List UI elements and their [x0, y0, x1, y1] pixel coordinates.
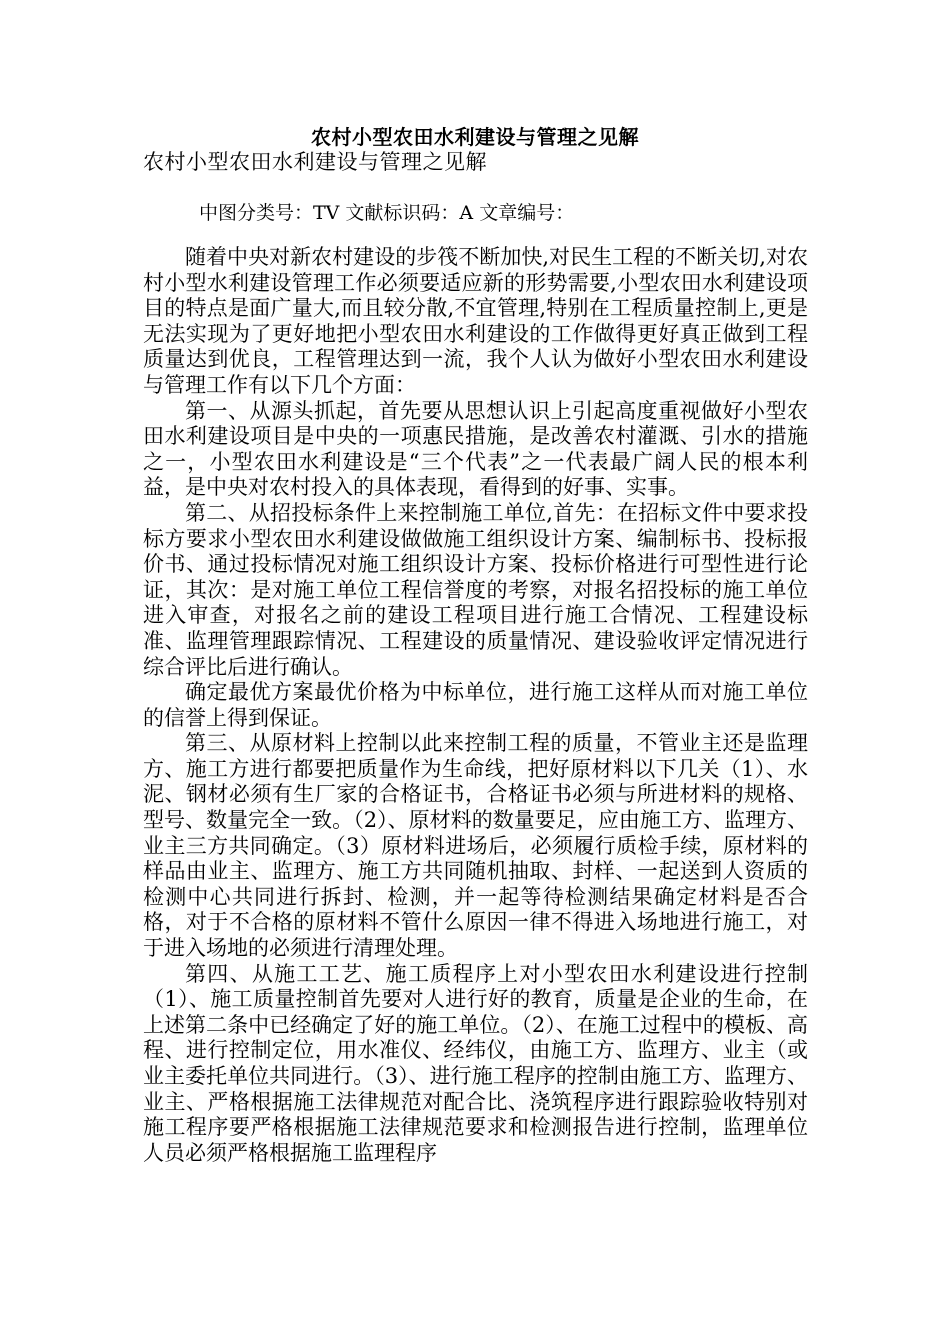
classification-line: 中图分类号：TV 文献标识码：A 文章编号： — [199, 202, 575, 224]
paragraph: 第三、从原材料上控制以此来控制工程的质量，不管业主还是监理方、施工方进行都要把质量作为生命线，把好原材料以下几关（1）、水泥、钢材必须有生厂家的合格证书，合格证书必须与所进材料的规格、型号、数量完全一致。（2）、原材料的数量要足，应由施工方、监理方、业主三方共同确定。（3）原材料进场后，必须履行质检手续，原材料的样品由业主、监理方、施工方共同随机抽取、封样、一起送到人资质的检测中心共同进行拆封、检测，并一起等待检测结果确定材料是否合格，对于不合格的原材料不管什么原因一律不得进入场地进行施工，对于进入场地的必须进行清理处理。 — [143, 731, 808, 961]
paragraph: 第二、从招投标条件上来控制施工单位,首先：在招标文件中要求投标方要求小型农田水利建设做做施工组织设计方案、编制标书、投标报价书、通过投标情况对施工组织设计方案、投标价格进行可型性进行论证，其次：是对施工单位工程信誉度的考察，对报名招投标的施工单位进入审查，对报名之前的建设工程项目进行施工合情况、工程建设标准、监理管理跟踪情况、工程建设的质量情况、建设验收评定情况进行综合评比后进行确认。 — [143, 500, 808, 679]
document-body — [143, 245, 808, 1166]
document-subtitle: 农村小型农田水利建设与管理之见解 — [143, 150, 487, 174]
paragraph: 确定最优方案最优价格为中标单位，进行施工这样从而对施工单位的信誉上得到保证。 — [143, 680, 808, 730]
paragraph: 第一、从源头抓起，首先要从思想认识上引起高度重视做好小型农田水利建设项目是中央的一项惠民措施，是改善农村灌溉、引水的措施之一，小型农田水利建设是“三个代表”之一代表最广阔人民的根本利益，是中央对农村投入的具体表现，看得到的好事、实事。 — [143, 398, 808, 500]
document-title: 农村小型农田水利建设与管理之见解 — [311, 125, 639, 149]
paragraph: 第四、从施工工艺、施工质程序上对小型农田水利建设进行控制（1）、施工质量控制首先要对人进行好的教育，质量是企业的生命，在上述第二条中已经确定了好的施工单位。（2）、在施工过程中的模板、高程、进行控制定位，用水准仪、经纬仪，由施工方、监理方、业主（或业主委托单位共同进行。（3）、进行施工程序的控制由施工方、监理方、业主、严格根据施工法律规范对配合比、浇筑程序进行跟踪验收特别对施工程序要严格根据施工法律规范要求和检测报告进行控制，监理单位人员必须严格根据施工监理程序 — [143, 961, 808, 1165]
paragraph: 随着中央对新农村建设的步筏不断加快,对民生工程的不断关切,对农村小型水利建设管理工作必须要适应新的形势需要,小型农田水利建设项目的特点是面广量大,而且较分散,不宜管理,特别在工程质量控制上,更是无法实现为了更好地把小型农田水利建设的工作做得更好真正做到工程质量达到优良，工程管理达到一流，我个人认为做好小型农田水利建设与管理工作有以下几个方面： — [143, 245, 808, 397]
